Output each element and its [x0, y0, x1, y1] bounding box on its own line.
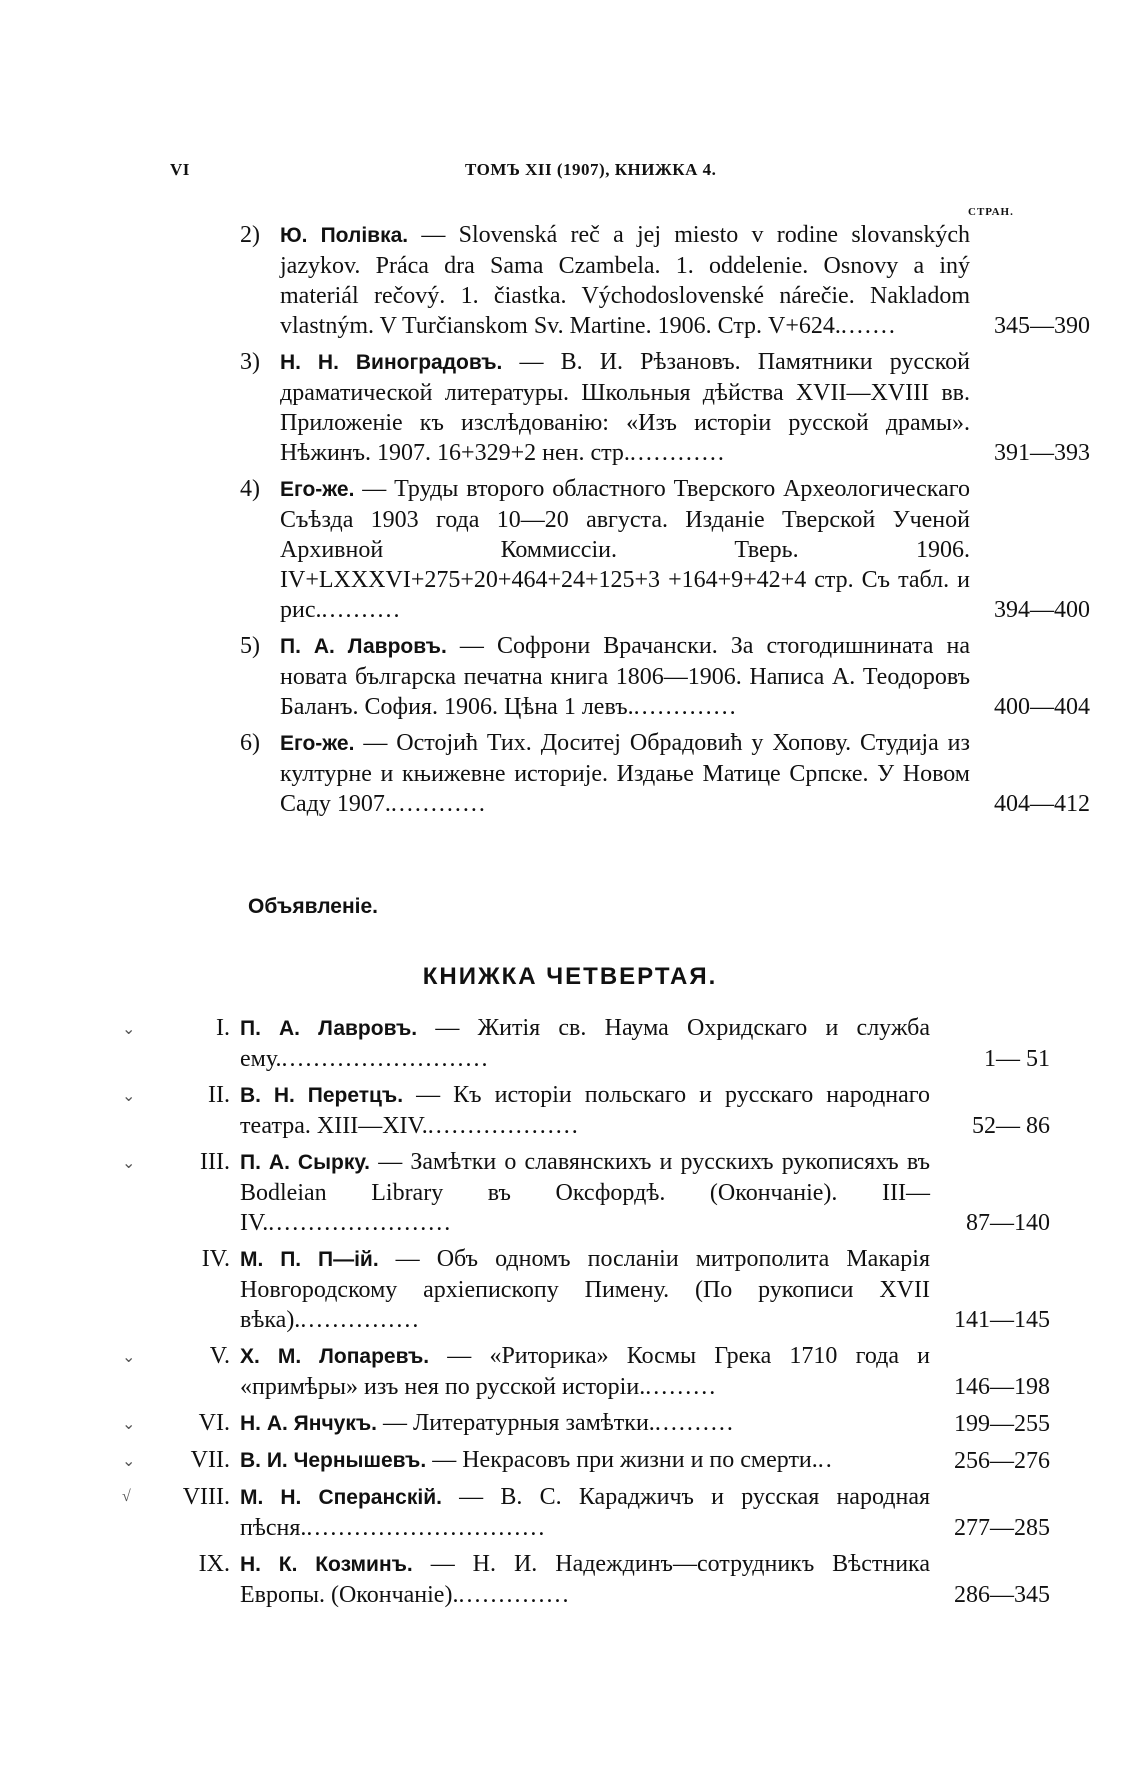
contents-entry — [240, 728, 1090, 819]
pencil-tick-mark: ⌄ — [122, 1416, 136, 1433]
contents-list-articles — [122, 1013, 1050, 1616]
pencil-tick-mark: ⌄ — [122, 1088, 136, 1105]
pencil-tick-mark: ⌄ — [122, 1349, 136, 1366]
entry-pages: 345—390 — [994, 313, 1090, 339]
entry-title: — Остојић Тих. Доситеј Обрадовић у Хопову. Студија из културне и књижевне историје. Издање Матице Српске. У Новом Саду 1907. — [280, 730, 970, 817]
entry-author: Н. К. Козминъ. — [240, 1553, 413, 1576]
entry-number: III. — [200, 1149, 230, 1175]
entry-author: Его-же. — [280, 732, 355, 755]
advertisements-heading: Объявленіе. — [248, 895, 378, 918]
contents-entry — [122, 1408, 1050, 1439]
entry-number: IX. — [198, 1551, 230, 1577]
section-title: КНИЖКА ЧЕТВЕРТАЯ. — [422, 963, 718, 990]
entry-author: Его-же. — [280, 478, 355, 501]
entry-pages: 146—198 — [954, 1374, 1050, 1400]
entry-pages: 1— 51 — [984, 1046, 1050, 1072]
entry-text: В. И. Чернышевъ. — Некрасовъ при жизни и по смерти... — [240, 1447, 834, 1473]
entry-text: Его-же. — Остојић Тих. Доситеј Обрадовић у Хопову. Студија из културне и књижевне историје. Издање Матице Српске. У Новом Саду 1907............. — [280, 730, 970, 817]
entry-text: П. А. Сырку. — Замѣтки о славянскихъ и русскихъ рукописяхъ въ Bodleian Library въ Оксфордѣ. (Окончаніе). III—IV........................ — [240, 1149, 931, 1236]
entry-title: — Некрасовъ при жизни и по смерти. — [426, 1447, 818, 1473]
entry-title: — Замѣтки о славянскихъ и русскихъ рукописяхъ въ Bodleian Library въ Оксфордѣ. (Окончаніе). III—IV. — [240, 1149, 931, 1236]
entry-pages: 141—145 — [954, 1307, 1050, 1333]
entry-title: — В. С. Караджичъ и русская народная пѣсня. — [240, 1484, 931, 1541]
contents-list-reviews — [240, 220, 1090, 825]
entry-text: Его-же. — Труды второго областного Тверского Археологическаго Съѣзда 1903 года 10—20 августа. Изданіе Тверской Ученой Архивной Коммиссіи. Тверь. 1906. IV+LXXXVI+275+20+464+24+125+3 +164+9+42+4 стр. Съ табл. и рис........... — [280, 476, 970, 623]
entry-title: — Slovenská reč a jej miesto v rodine slovanských jazykov. Práca dra Sama Czambela. 1. oddelenie. Osnovy a iný materiál rečový. 1. čiastka. Východoslovenské nárečie. Nakladom vlastným. V Turčianskom Sv. Martine. 1906. Стр. V+624. — [280, 222, 970, 339]
entry-text: Н. А. Янчукъ. — Литературныя замѣтки........... — [240, 1410, 735, 1436]
entry-text: П. А. Лавровъ. — Софрони Врачански. За стогодишнината на новата българска печатна книга 1806—1906. Написа А. Теодоровъ Баланъ. София. 1906. Цѣна 1 левъ.............. — [280, 633, 971, 720]
contents-entry — [170, 1549, 1050, 1610]
contents-entry — [122, 1341, 1050, 1402]
entry-author: В. Н. Перетцъ. — [240, 1084, 404, 1107]
entry-number: VIII. — [182, 1484, 230, 1510]
entry-pages: 256—276 — [954, 1448, 1050, 1474]
entry-author: Н. Н. Виноградовъ. — [280, 351, 503, 374]
entry-pages: 52— 86 — [972, 1113, 1050, 1139]
contents-entry — [240, 347, 1090, 468]
contents-entry — [240, 220, 1090, 341]
entry-author: П. А. Сырку. — [240, 1151, 371, 1174]
entry-pages: 394—400 — [994, 597, 1090, 623]
entry-text: Н. Н. Виноградовъ. — В. И. Рѣзановъ. Памятники русской драматической литературы. Школьныя дѣйства XVII—XVIII вв. Приложеніе къ изслѣдованію: «Изъ исторіи русской драмы». Нѣжинъ. 1907. 16+329+2 нен. стр............. — [280, 349, 970, 466]
entry-title: — Труды второго областного Тверского Археологическаго Съѣзда 1903 года 10—20 августа. Изданіе Тверской Ученой Архивной Коммиссіи. Тверь. 1906. IV+LXXXVI+275+20+464+24+125+3 +164+9+42+4 стр. Съ табл. и рис. — [280, 476, 970, 623]
entry-author: П. А. Лавровъ. — [240, 1017, 418, 1040]
entry-text: М. П. П—ій. — Объ одномъ посланіи митрополита Макарія Новгородскому архіепископу Пимену. (По рукописи XVII вѣка)................ — [240, 1246, 930, 1333]
contents-entry — [240, 474, 1090, 625]
contents-entry — [122, 1147, 1050, 1238]
entry-text: М. Н. Сперанскій. — В. С. Караджичъ и русская народная пѣсня............................... — [240, 1484, 931, 1541]
entry-author: Н. А. Янчукъ. — [240, 1412, 377, 1435]
entry-author: П. А. Лавровъ. — [280, 635, 447, 658]
entry-title: — Объ одномъ посланіи митрополита Макарія Новгородскому архіепископу Пимену. (По рукописи XVII вѣка). — [240, 1246, 930, 1333]
entry-title: — «Риторика» Космы Грека 1710 года и «примѣры» изъ нея по русской исторіи. — [240, 1343, 930, 1400]
entry-number: VI. — [198, 1410, 230, 1436]
page-column-label: СТРАН. — [968, 206, 1014, 218]
entry-text: В. Н. Перетцъ. — Къ исторіи польскаго и русскаго народнаго театра. XIII—XIV.................... — [240, 1082, 930, 1139]
entry-author: М. П. П—ій. — [240, 1248, 379, 1271]
contents-entry — [122, 1445, 1050, 1476]
entry-number: IV. — [201, 1246, 230, 1272]
pencil-tick-mark: √ — [122, 1488, 131, 1505]
entry-pages: 286—345 — [954, 1582, 1050, 1608]
entry-title: — Къ исторіи польскаго и русскаго народнаго театра. XIII—XIV. — [240, 1082, 930, 1139]
entry-text: Н. К. Козминъ. — Н. И. Надеждинъ—сотрудникъ Вѣстника Европы. (Окончаніе)............... — [240, 1551, 930, 1608]
volume-issue-title: ТОМЪ XII (1907), КНИЖКА 4. — [465, 160, 717, 179]
contents-entry — [122, 1013, 1050, 1074]
contents-entry — [170, 1244, 1050, 1335]
entry-number: VII. — [190, 1447, 230, 1473]
pencil-tick-mark: ⌄ — [122, 1021, 136, 1038]
page-roman-number: VI — [170, 160, 190, 179]
entry-text: Ю. Полівка. — Slovenská reč a jej miesto v rodine slovanských jazykov. Práca dra Sama Czambela. 1. oddelenie. Osnovy a iný materiál rečový. 1. čiastka. Východoslovenské nárečie. Nakladom vlastným. V Turčianskom Sv. Martine. 1906. Стр. V+624........ — [280, 222, 970, 339]
entry-author: М. Н. Сперанскій. — [240, 1486, 442, 1509]
entry-pages: 87—140 — [966, 1210, 1050, 1236]
entry-title: — В. И. Рѣзановъ. Памятники русской драматической литературы. Школьныя дѣйства XVII—XVIII вв. Приложеніе къ изслѣдованію: «Изъ исторіи русской драмы». Нѣжинъ. 1907. 16+329+2 нен. стр. — [280, 349, 970, 466]
pencil-tick-mark: ⌄ — [122, 1453, 136, 1470]
contents-entry — [122, 1482, 1050, 1543]
entry-pages: 277—285 — [954, 1515, 1050, 1541]
entry-title: — Житія св. Наума Охридскаго и служба ему. — [240, 1015, 930, 1072]
entry-number: 3) — [240, 349, 260, 375]
entry-title: — Литературныя замѣтки. — [376, 1410, 655, 1436]
entry-number: 2) — [240, 222, 260, 248]
entry-text: Х. М. Лопаревъ. — «Риторика» Космы Грека 1710 года и «примѣры» изъ нея по русской исторіи.......... — [240, 1343, 930, 1400]
entry-text: П. А. Лавровъ. — Житія св. Наума Охридскаго и служба ему........................... — [240, 1015, 930, 1072]
entry-title: — Н. И. Надеждинъ—сотрудникъ Вѣстника Европы. (Окончаніе). — [240, 1551, 930, 1608]
contents-entry — [240, 631, 1090, 722]
entry-number: 5) — [240, 633, 260, 659]
pencil-tick-mark: ⌄ — [122, 1155, 136, 1172]
running-header — [170, 160, 1000, 190]
entry-number: V. — [209, 1343, 230, 1369]
entry-pages: 400—404 — [994, 694, 1090, 720]
entry-number: II. — [208, 1082, 230, 1108]
contents-entry — [122, 1080, 1050, 1141]
entry-title: — Софрони Врачански. За стогодишнината на новата българска печатна книга 1806—1906. Написа А. Теодоровъ Баланъ. София. 1906. Цѣна 1 левъ. — [280, 633, 971, 720]
entry-author: В. И. Чернышевъ. — [240, 1449, 427, 1472]
entry-pages: 199—255 — [954, 1411, 1050, 1437]
entry-pages: 391—393 — [994, 440, 1090, 466]
entry-author: Ю. Полівка. — [280, 224, 409, 247]
entry-author: Х. М. Лопаревъ. — [240, 1345, 430, 1368]
entry-pages: 404—412 — [994, 791, 1090, 817]
entry-number: 6) — [240, 730, 260, 756]
entry-number: I. — [216, 1015, 230, 1041]
entry-number: 4) — [240, 476, 260, 502]
